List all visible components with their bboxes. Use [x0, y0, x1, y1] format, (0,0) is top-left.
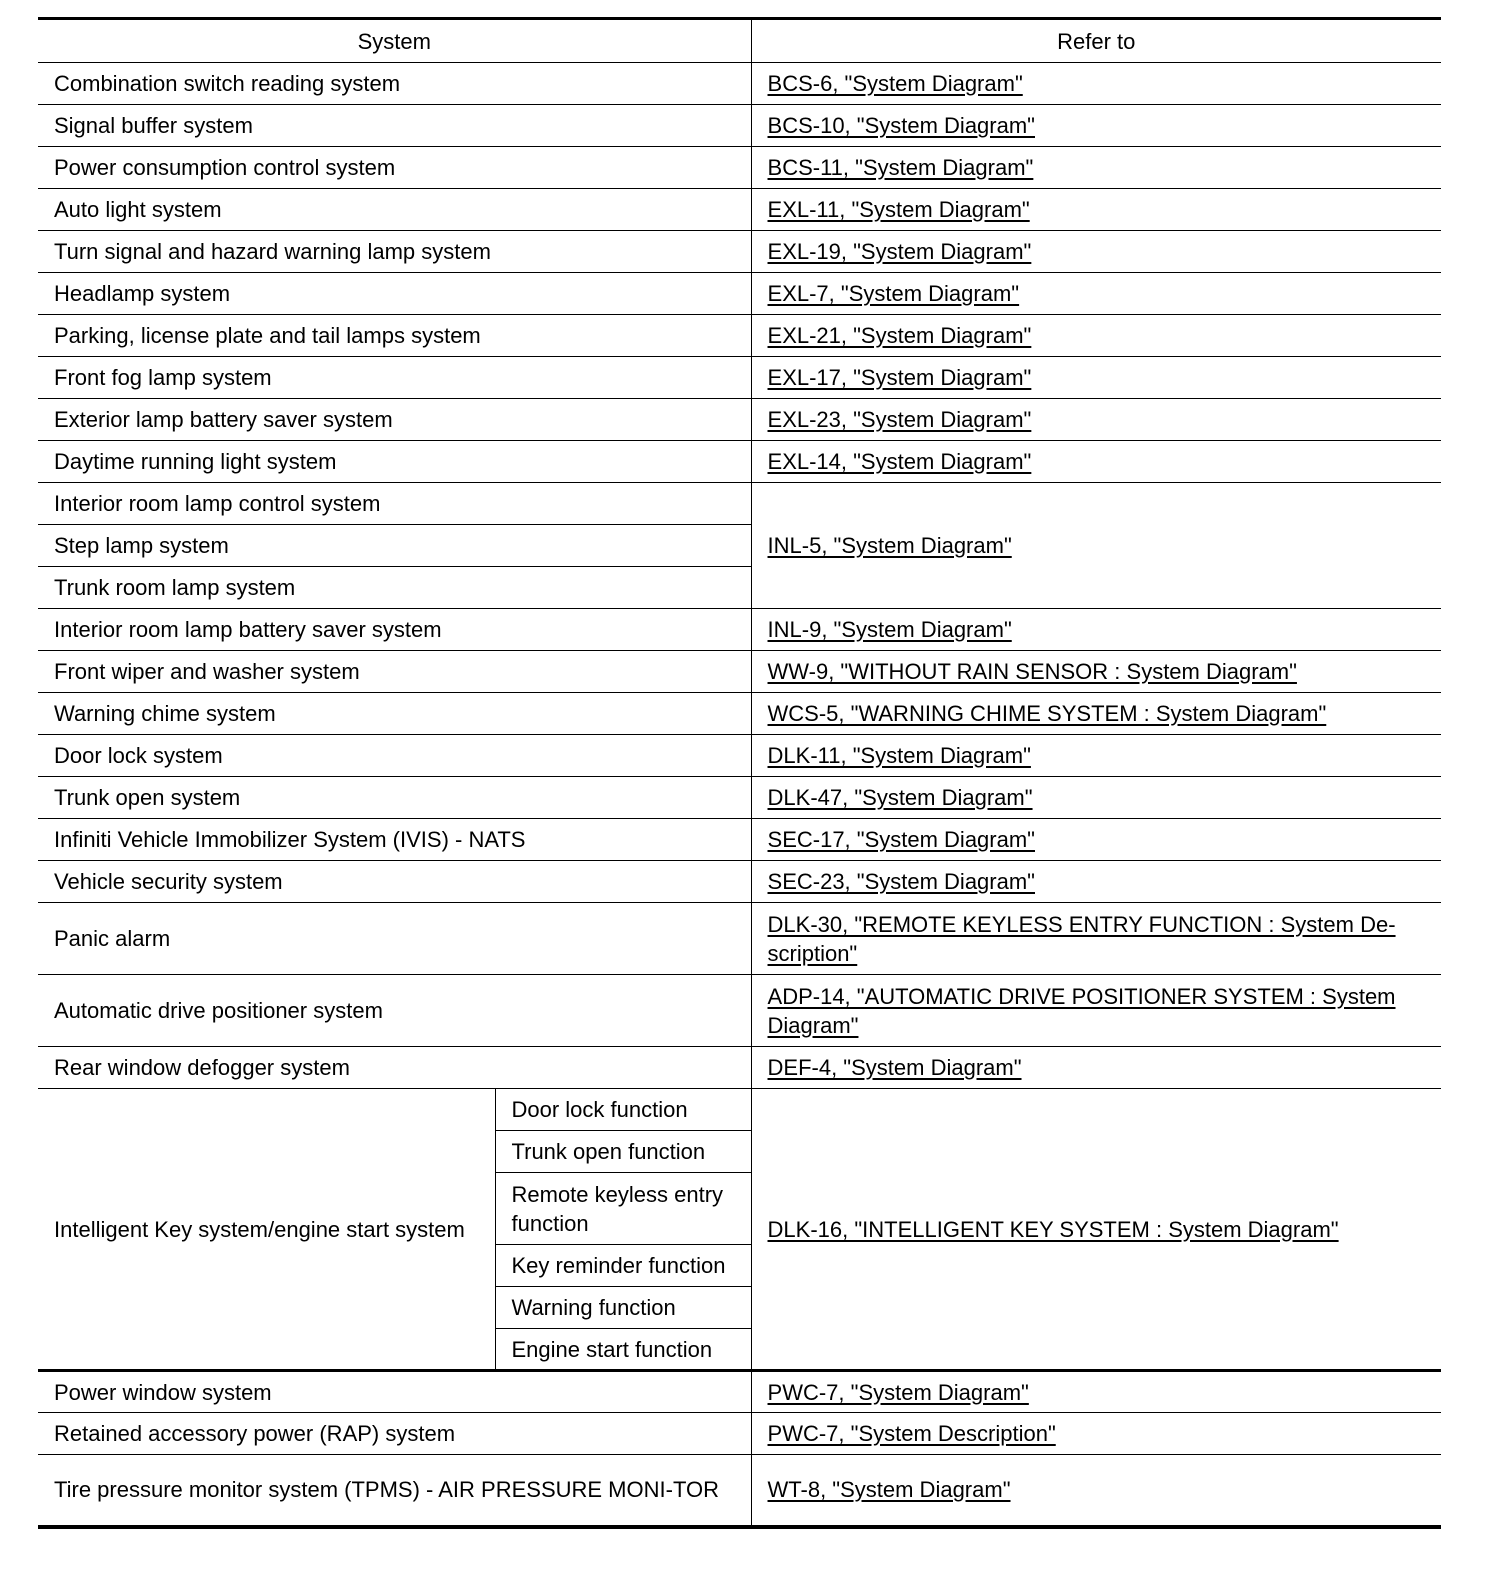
- system-cell: Turn signal and hazard warning lamp system: [38, 231, 751, 273]
- reference-link[interactable]: EXL-17, "System Diagram": [767, 365, 1032, 390]
- system-cell: Vehicle security system: [38, 861, 751, 903]
- refer-cell: [751, 1089, 1441, 1371]
- refer-cell: [751, 861, 1441, 903]
- system-cell: Front wiper and washer system: [38, 651, 751, 693]
- table-row: [38, 399, 1441, 441]
- reference-link[interactable]: DLK-47, "System Diagram": [767, 785, 1033, 810]
- refer-cell: [751, 147, 1441, 189]
- system-cell: Intelligent Key system/engine start system: [38, 1089, 495, 1371]
- refer-cell: [751, 777, 1441, 819]
- system-cell: Infiniti Vehicle Immobilizer System (IVIS) - NATS: [38, 819, 751, 861]
- function-cell: Engine start function: [495, 1329, 751, 1371]
- system-cell: Signal buffer system: [38, 105, 751, 147]
- refer-cell: [751, 315, 1441, 357]
- table-row: [38, 1371, 1441, 1413]
- refer-cell: [751, 63, 1441, 105]
- table-row: [38, 189, 1441, 231]
- function-cell: Door lock function: [495, 1089, 751, 1131]
- table-row: [38, 861, 1441, 903]
- reference-link[interactable]: WCS-5, "WARNING CHIME SYSTEM : System Diagram": [767, 701, 1327, 726]
- system-cell: Combination switch reading system: [38, 63, 751, 105]
- reference-link[interactable]: EXL-14, "System Diagram": [767, 449, 1032, 474]
- reference-link[interactable]: ADP-14, "AUTOMATIC DRIVE POSITIONER SYSTEM : System Diagram": [767, 983, 1396, 1038]
- system-cell: Parking, license plate and tail lamps system: [38, 315, 751, 357]
- system-reference-table: [38, 17, 1441, 1529]
- table-row: [38, 975, 1441, 1047]
- reference-link[interactable]: BCS-11, "System Diagram": [767, 155, 1034, 180]
- refer-cell: [751, 1047, 1441, 1089]
- refer-cell: [751, 1371, 1441, 1413]
- function-cell: Key reminder function: [495, 1245, 751, 1287]
- reference-link[interactable]: INL-9, "System Diagram": [767, 617, 1012, 642]
- table-row: [38, 651, 1441, 693]
- refer-cell: [751, 105, 1441, 147]
- reference-link[interactable]: PWC-7, "System Diagram": [767, 1379, 1029, 1405]
- system-cell: Door lock system: [38, 735, 751, 777]
- function-cell: Remote keyless entry function: [495, 1173, 751, 1245]
- reference-link[interactable]: EXL-19, "System Diagram": [767, 239, 1032, 264]
- reference-link[interactable]: DLK-11, "System Diagram": [767, 743, 1031, 768]
- refer-cell: [751, 693, 1441, 735]
- refer-cell: [751, 735, 1441, 777]
- system-cell: Trunk room lamp system: [38, 567, 751, 609]
- refer-cell: [751, 273, 1441, 315]
- function-cell: Warning function: [495, 1287, 751, 1329]
- table-row: [38, 1413, 1441, 1455]
- table-row: [38, 441, 1441, 483]
- table-row: [38, 63, 1441, 105]
- reference-link[interactable]: BCS-10, "System Diagram": [767, 113, 1035, 138]
- refer-cell: [751, 357, 1441, 399]
- refer-cell: [751, 609, 1441, 651]
- refer-cell: [751, 651, 1441, 693]
- reference-link[interactable]: DLK-16, "INTELLIGENT KEY SYSTEM : System Diagram": [767, 1216, 1339, 1242]
- refer-cell: [751, 903, 1441, 975]
- system-cell: Auto light system: [38, 189, 751, 231]
- system-cell: Headlamp system: [38, 273, 751, 315]
- refer-cell: [751, 231, 1441, 273]
- table-row: [38, 903, 1441, 975]
- table-row: [38, 273, 1441, 315]
- refer-cell: [751, 819, 1441, 861]
- table-row: [38, 1047, 1441, 1089]
- refer-cell: [751, 441, 1441, 483]
- system-cell: Panic alarm: [38, 903, 751, 975]
- header-system: System: [38, 19, 751, 63]
- table-row: [38, 231, 1441, 273]
- table-row: [38, 1455, 1441, 1527]
- reference-link[interactable]: EXL-7, "System Diagram": [767, 281, 1020, 306]
- table-row: [38, 777, 1441, 819]
- system-cell: Front fog lamp system: [38, 357, 751, 399]
- system-cell: Interior room lamp control system: [38, 483, 751, 525]
- system-cell: Retained accessory power (RAP) system: [38, 1413, 751, 1455]
- system-cell: Rear window defogger system: [38, 1047, 751, 1089]
- system-cell: Interior room lamp battery saver system: [38, 609, 751, 651]
- system-cell: Daytime running light system: [38, 441, 751, 483]
- table-row: [38, 693, 1441, 735]
- header-row: [38, 19, 1441, 63]
- reference-link[interactable]: DEF-4, "System Diagram": [767, 1055, 1022, 1080]
- refer-cell: [751, 975, 1441, 1047]
- refer-cell: [751, 483, 1441, 609]
- table-row: [38, 147, 1441, 189]
- function-cell: Trunk open function: [495, 1131, 751, 1173]
- table-row: [38, 105, 1441, 147]
- table-row: [38, 1089, 1441, 1131]
- table-row: [38, 735, 1441, 777]
- table-row: [38, 357, 1441, 399]
- reference-link[interactable]: EXL-23, "System Diagram": [767, 407, 1032, 432]
- table-row: [38, 609, 1441, 651]
- refer-cell: [751, 399, 1441, 441]
- reference-link[interactable]: EXL-11, "System Diagram": [767, 197, 1030, 222]
- system-cell: Exterior lamp battery saver system: [38, 399, 751, 441]
- system-cell: Step lamp system: [38, 525, 751, 567]
- reference-link[interactable]: INL-5, "System Diagram": [767, 533, 1012, 558]
- refer-cell: [751, 189, 1441, 231]
- system-cell: Automatic drive positioner system: [38, 975, 751, 1047]
- reference-link[interactable]: WW-9, "WITHOUT RAIN SENSOR : System Diagram": [767, 659, 1297, 684]
- reference-link[interactable]: SEC-23, "System Diagram": [767, 869, 1035, 894]
- table-row: [38, 315, 1441, 357]
- refer-cell: [751, 1413, 1441, 1455]
- reference-link[interactable]: PWC-7, "System Description": [767, 1421, 1056, 1446]
- reference-link[interactable]: BCS-6, "System Diagram": [767, 71, 1023, 96]
- reference-link[interactable]: DLK-30, "REMOTE KEYLESS ENTRY FUNCTION : System De-scription": [767, 911, 1396, 966]
- system-cell: Trunk open system: [38, 777, 751, 819]
- system-cell: Power consumption control system: [38, 147, 751, 189]
- reference-link[interactable]: EXL-21, "System Diagram": [767, 323, 1032, 348]
- system-cell: Power window system: [38, 1371, 751, 1413]
- header-refer-to: Refer to: [751, 19, 1441, 63]
- system-cell: Tire pressure monitor system (TPMS) - AIR PRESSURE MONI-TOR: [38, 1455, 751, 1527]
- system-cell: Warning chime system: [38, 693, 751, 735]
- table-row: [38, 483, 1441, 525]
- table-row: [38, 819, 1441, 861]
- reference-link[interactable]: WT-8, "System Diagram": [767, 1477, 1011, 1503]
- refer-cell: [751, 1455, 1441, 1527]
- reference-link[interactable]: SEC-17, "System Diagram": [767, 827, 1035, 852]
